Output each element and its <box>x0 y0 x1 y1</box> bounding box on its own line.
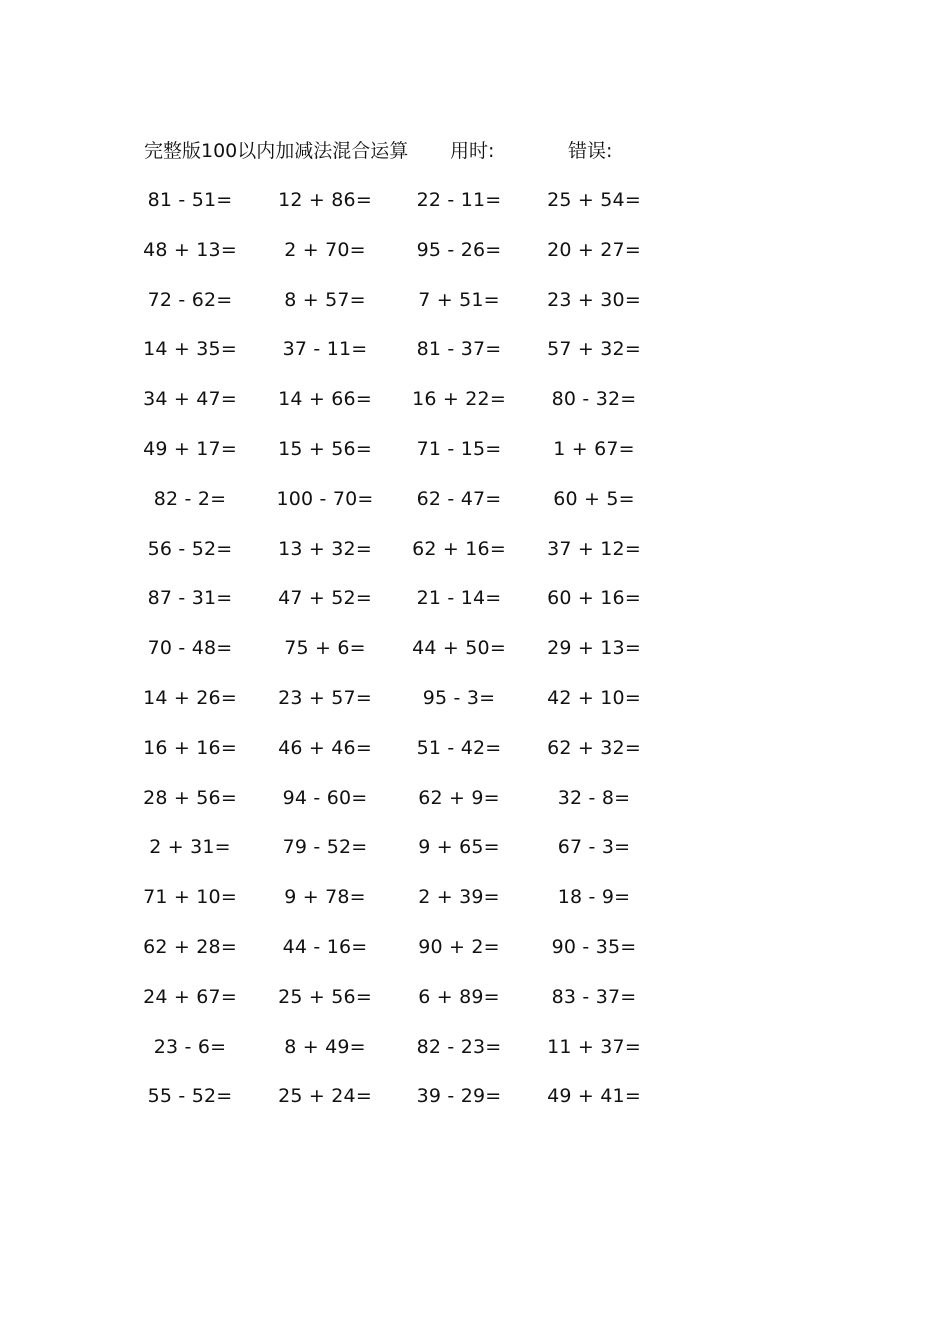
math-problem: 94 - 60= <box>282 786 368 809</box>
math-problem: 79 - 52= <box>282 836 368 859</box>
problem-row <box>0 981 950 1031</box>
problem-row <box>0 184 950 234</box>
math-problem: 55 - 52= <box>147 1085 233 1108</box>
problem-row <box>0 333 950 383</box>
math-problem: 62 - 47= <box>416 487 502 510</box>
math-problem: 39 - 29= <box>416 1085 502 1108</box>
math-problem: 15 + 56= <box>278 437 372 460</box>
math-problem: 71 + 10= <box>143 886 237 909</box>
math-problem: 11 + 37= <box>547 1035 641 1058</box>
math-problem: 44 + 50= <box>412 637 506 660</box>
math-problem: 25 + 56= <box>278 985 372 1008</box>
time-label: 用时: <box>450 140 495 162</box>
math-problem: 14 + 35= <box>143 338 237 361</box>
math-problem: 80 - 32= <box>551 388 637 411</box>
math-problem: 2 + 39= <box>418 886 500 909</box>
problem-row <box>0 234 950 284</box>
math-problem: 62 + 28= <box>143 935 237 958</box>
math-problem: 14 + 66= <box>278 388 372 411</box>
math-problem: 82 - 23= <box>416 1035 502 1058</box>
worksheet-header <box>0 136 950 166</box>
math-problem: 49 + 41= <box>547 1085 641 1108</box>
math-problem: 70 - 48= <box>147 637 233 660</box>
problem-row <box>0 1080 950 1130</box>
problem-row <box>0 533 950 583</box>
problem-row <box>0 582 950 632</box>
math-problem: 32 - 8= <box>557 786 631 809</box>
math-problem: 44 - 16= <box>282 935 368 958</box>
math-problem: 81 - 37= <box>416 338 502 361</box>
math-problem: 48 + 13= <box>143 238 237 261</box>
math-problem: 62 + 9= <box>418 786 500 809</box>
math-problem: 34 + 47= <box>143 388 237 411</box>
math-problem: 81 - 51= <box>147 189 233 211</box>
math-problem: 60 + 16= <box>547 587 641 610</box>
problem-grid <box>0 184 950 1130</box>
math-problem: 22 - 11= <box>416 189 502 211</box>
math-problem: 1 + 67= <box>553 437 635 460</box>
math-problem: 49 + 17= <box>143 437 237 460</box>
math-problem: 95 - 3= <box>422 686 496 709</box>
error-label: 错误: <box>568 140 613 162</box>
problem-row <box>0 782 950 832</box>
math-problem: 9 + 65= <box>418 836 500 859</box>
math-problem: 62 + 32= <box>547 736 641 759</box>
math-problem: 23 + 57= <box>278 686 372 709</box>
math-problem: 37 + 12= <box>547 537 641 560</box>
math-problem: 16 + 22= <box>412 388 506 411</box>
problem-row <box>0 632 950 682</box>
math-problem: 83 - 37= <box>551 985 637 1008</box>
math-problem: 2 + 70= <box>284 238 366 261</box>
math-problem: 24 + 67= <box>143 985 237 1008</box>
math-problem: 75 + 6= <box>284 637 366 660</box>
math-problem: 23 + 30= <box>547 288 641 311</box>
math-problem: 18 - 9= <box>557 886 631 909</box>
math-problem: 21 - 14= <box>416 587 502 610</box>
problem-row <box>0 483 950 533</box>
problem-row <box>0 831 950 881</box>
math-problem: 23 - 6= <box>153 1035 227 1058</box>
math-problem: 14 + 26= <box>143 686 237 709</box>
problem-row <box>0 881 950 931</box>
math-problem: 72 - 62= <box>147 288 233 311</box>
math-problem: 67 - 3= <box>557 836 631 859</box>
problem-row <box>0 732 950 782</box>
math-problem: 16 + 16= <box>143 736 237 759</box>
math-problem: 87 - 31= <box>147 587 233 610</box>
math-problem: 100 - 70= <box>276 487 374 510</box>
math-problem: 2 + 31= <box>149 836 231 859</box>
math-problem: 95 - 26= <box>416 238 502 261</box>
math-problem: 8 + 57= <box>284 288 366 311</box>
problem-row <box>0 383 950 433</box>
math-problem: 60 + 5= <box>553 487 635 510</box>
problem-row <box>0 284 950 334</box>
math-problem: 46 + 46= <box>278 736 372 759</box>
math-problem: 6 + 89= <box>418 985 500 1008</box>
problem-row <box>0 1031 950 1081</box>
math-problem: 12 + 86= <box>278 189 372 211</box>
math-problem: 62 + 16= <box>412 537 506 560</box>
problem-row <box>0 931 950 981</box>
math-problem: 82 - 2= <box>153 487 227 510</box>
math-problem: 8 + 49= <box>284 1035 366 1058</box>
math-problem: 37 - 11= <box>282 338 368 361</box>
math-problem: 20 + 27= <box>547 238 641 261</box>
math-problem: 56 - 52= <box>147 537 233 560</box>
math-problem: 57 + 32= <box>547 338 641 361</box>
math-problem: 47 + 52= <box>278 587 372 610</box>
worksheet-title: 完整版100以内加减法混合运算 <box>144 140 409 162</box>
math-problem: 90 + 2= <box>418 935 500 958</box>
math-problem: 9 + 78= <box>284 886 366 909</box>
problem-row <box>0 682 950 732</box>
math-problem: 42 + 10= <box>547 686 641 709</box>
math-problem: 90 - 35= <box>551 935 637 958</box>
math-problem: 25 + 54= <box>547 189 641 211</box>
math-problem: 13 + 32= <box>278 537 372 560</box>
math-problem: 71 - 15= <box>416 437 502 460</box>
math-problem: 7 + 51= <box>418 288 500 311</box>
math-problem: 29 + 13= <box>547 637 641 660</box>
math-problem: 28 + 56= <box>143 786 237 809</box>
problem-row <box>0 433 950 483</box>
math-problem: 25 + 24= <box>278 1085 372 1108</box>
math-problem: 51 - 42= <box>416 736 502 759</box>
